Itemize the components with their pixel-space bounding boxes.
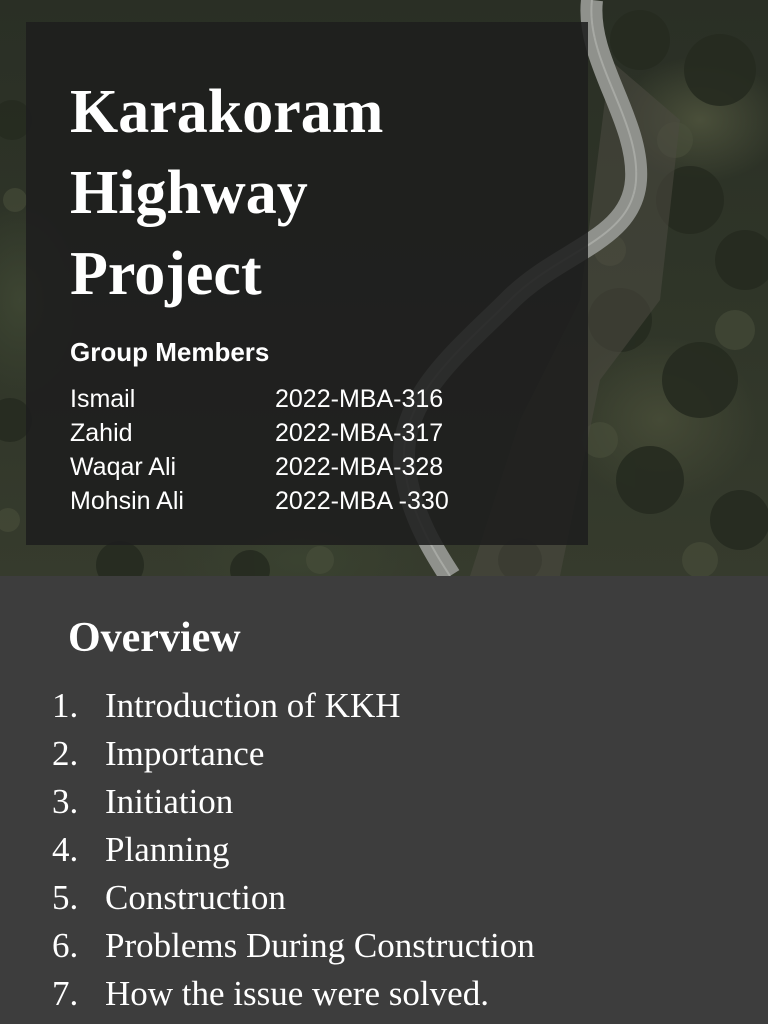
member-name: Ismail [70,384,136,413]
overview-item [52,730,752,778]
item-text: Planning [105,830,230,869]
item-number: 4. [52,830,79,869]
item-text: Introduction of KKH [105,686,401,725]
item-text: Problems During Construction [105,926,535,965]
overview-heading: Overview [68,615,241,661]
overview-item [52,778,752,826]
item-text: Construction [105,878,286,917]
item-number: 1. [52,686,79,725]
item-number: 6. [52,926,79,965]
member-row [70,416,490,450]
title-line: Karakoram [70,78,384,146]
item-number: 5. [52,878,79,917]
members-list [70,382,490,518]
title-line: Highway [70,159,308,227]
member-name: Mohsin Ali [70,486,184,515]
member-id: 2022-MBA -330 [275,486,449,515]
overview-item [52,970,752,1018]
item-number: 7. [52,974,79,1013]
slide-title [70,72,383,315]
overview-item [52,826,752,874]
overview-item [52,874,752,922]
overview-item [52,922,752,970]
item-number: 3. [52,782,79,821]
overview-list [52,682,752,1018]
member-id: 2022-MBA-316 [275,384,444,413]
member-name: Waqar Ali [70,452,177,481]
member-row [70,382,490,416]
member-name: Zahid [70,418,133,447]
overview-slide [0,576,768,1024]
member-id: 2022-MBA-328 [275,452,444,481]
item-text: How the issue were solved. [105,974,489,1013]
item-number: 2. [52,734,79,773]
member-row [70,484,490,518]
title-line: Project [70,240,262,308]
members-heading: Group Members [70,337,270,367]
member-id: 2022-MBA-317 [275,418,444,447]
member-row [70,450,490,484]
item-text: Importance [105,734,265,773]
overview-item [52,682,752,730]
item-text: Initiation [105,782,234,821]
